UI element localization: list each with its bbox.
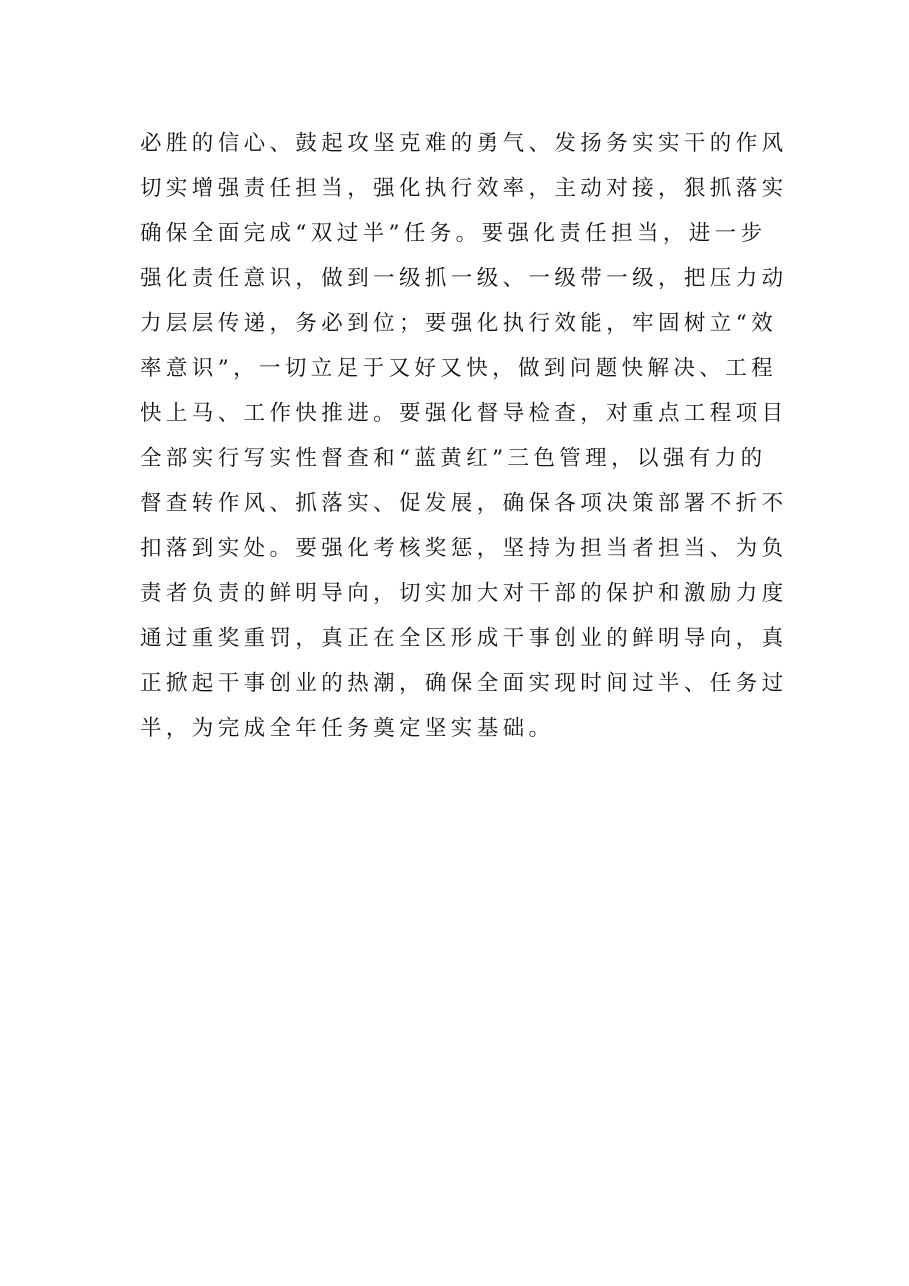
text-line: 率意识”，一切立足于又好又快，做到问题快解决、工程	[140, 356, 777, 381]
body-paragraph	[140, 121, 788, 751]
text-line: 通过重奖重罚，真正在全区形成干事创业的鲜明导向，真	[140, 626, 788, 651]
text-line: 正掀起干事创业的热潮，确保全面实现时间过半、任务过	[140, 671, 788, 696]
text-line: 督查转作风、抓落实、促发展，确保各项决策部署不折不	[140, 491, 788, 516]
text-line: 强化责任意识，做到一级抓一级、一级带一级，把压力动	[140, 266, 788, 291]
text-line: 半，为完成全年任务奠定坚实基础。	[140, 716, 555, 741]
text-line: 快上马、工作快推进。要强化督导检查，对重点工程项目	[140, 401, 788, 426]
text-line: 全部实行写实性督查和“蓝黄红”三色管理，以强有力的	[140, 446, 767, 471]
text-line: 切实增强责任担当，强化执行效率，主动对接，狠抓落实	[140, 176, 788, 201]
text-line: 力层层传递，务必到位；要强化执行效能，牢固树立“效	[140, 311, 777, 336]
text-line: 扣落到实处。要强化考核奖惩，坚持为担当者担当、为负	[140, 536, 788, 561]
text-line: 确保全面完成“双过半”任务。要强化责任担当，进一步	[140, 221, 767, 246]
text-line: 必胜的信心、鼓起攻坚克难的勇气、发扬务实实干的作风	[140, 131, 788, 156]
text-line: 责者负责的鲜明导向，切实加大对干部的保护和激励力度	[140, 581, 788, 606]
